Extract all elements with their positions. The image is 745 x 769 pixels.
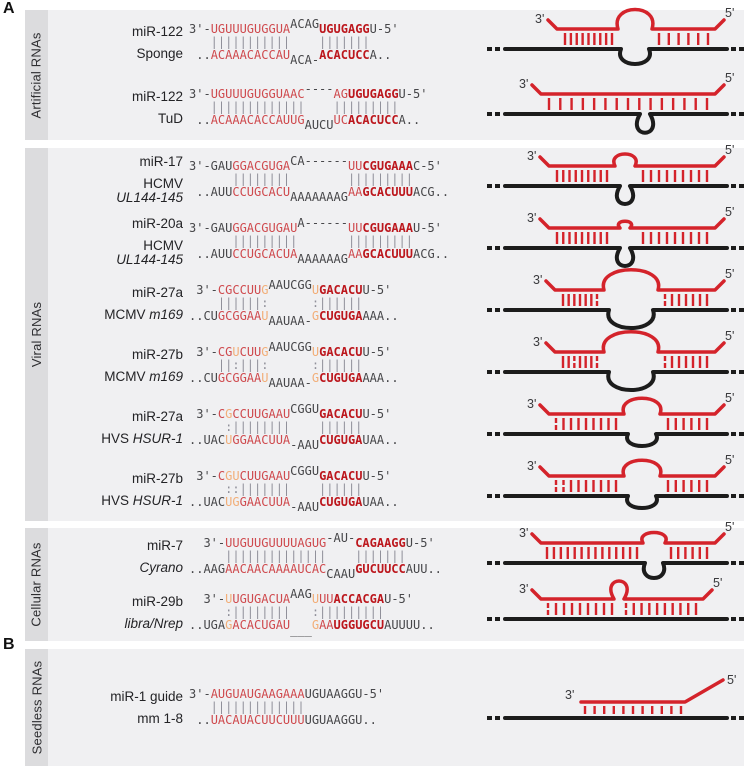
target-name: HCMV UL144-145: [116, 237, 183, 267]
mirna-line: [532, 581, 712, 599]
duplex-schematic: [485, 454, 745, 520]
mirna-name: miR-122: [131, 24, 183, 39]
rna-continuation-dot: [731, 308, 736, 312]
schematic-container: [485, 392, 745, 463]
rna-continuation-dot: [495, 47, 500, 51]
target-rna-line: [505, 434, 727, 446]
five-prime-label: 5': [713, 576, 723, 590]
guide-strand-sequence: 3'-UUGUUGUUUUAGUG-AU-CAGAAGGU-5': [189, 530, 435, 550]
section-seedless-rnas: [25, 649, 744, 766]
three-prime-label: 3': [527, 210, 537, 225]
target-name: HVS HSUR-1: [101, 430, 183, 446]
rna-continuation-dot: [739, 112, 744, 116]
alignment-row-mir-29b: [48, 576, 744, 640]
target-name: HCMV UL144-145: [116, 175, 183, 205]
rna-continuation-dot: [739, 246, 744, 250]
five-prime-label: 5': [725, 143, 735, 157]
section-artificial-rnas: [25, 7, 744, 140]
rna-continuation-dot: [739, 716, 744, 720]
sequence-alignment: [189, 17, 479, 67]
guide-strand-sequence: 3'-UUGUGACUAAAGUUUACCACGAU-5': [189, 586, 414, 606]
alignment-row-mir-20a: [48, 205, 744, 272]
duplex-schematic: [485, 330, 745, 396]
section-label: Cellular RNAs: [29, 542, 45, 627]
rna-continuation-dot: [731, 184, 736, 188]
sequence-alignment: [189, 463, 479, 514]
section-rows: [48, 649, 744, 769]
mirna-line: [546, 269, 724, 289]
section-viral-rnas: [25, 143, 744, 521]
schematic-container: [485, 72, 745, 143]
target-rna-line: [505, 310, 727, 328]
sequence-alignment: [189, 82, 479, 132]
rna-continuation-dot: [739, 617, 744, 621]
rna-continuation-dot: [495, 370, 500, 374]
rna-continuation-dot: [731, 432, 736, 436]
rna-continuation-dot: [731, 370, 736, 374]
rna-continuation-dot: [731, 617, 736, 621]
mirna-name: miR-27b: [131, 346, 183, 362]
row-labels: [48, 689, 189, 726]
mirna-line: [532, 85, 724, 94]
target-name: HVS HSUR-1: [101, 492, 183, 508]
target-site-sequence: ..UACUGGAACUUA-AAUCUGUGAUAA..: [189, 494, 399, 514]
schematic-container: [485, 206, 745, 277]
rna-continuation-dot: [495, 617, 500, 621]
three-prime-label: 3': [527, 396, 537, 411]
row-labels: [48, 216, 189, 267]
sequence-alignment: [189, 339, 479, 390]
mirna-name: miR-29b: [131, 593, 183, 609]
target-rna-line: [505, 496, 727, 508]
target-site-sequence: ..CUGCGGAAUAAUAA-GCUGUGAAAA..: [189, 308, 399, 328]
section-label: Artificial RNAs: [29, 31, 45, 119]
five-prime-label: 5': [725, 72, 735, 85]
schematic-container: [485, 577, 745, 648]
target-site-sequence: ..AAGAACAACAAAAUCACCAAUGUCUUCCAUU..: [189, 561, 442, 581]
alignment-row-mir-27a: [48, 391, 744, 458]
mirna-line: [540, 219, 724, 228]
mirna-line: [540, 398, 724, 414]
target-name: MCMV m169: [104, 368, 183, 384]
mirna-name: miR-27a: [131, 284, 183, 300]
rna-continuation-dot: [487, 308, 492, 312]
rna-continuation-dot: [487, 370, 492, 374]
pairing-symbols: |||||||||||||| |||||||: [189, 548, 406, 563]
five-prime-label: 5': [725, 520, 735, 534]
rna-continuation-dot: [739, 47, 744, 51]
alignment-row-mir-17: [48, 143, 744, 210]
guide-strand-sequence: 3'-GAUGGACGUGACA------UUCGUGAAAC-5': [189, 153, 442, 173]
five-prime-label: 5': [725, 391, 735, 405]
three-prime-label: 3': [519, 77, 529, 91]
guide-strand-sequence: 3'-UGUUUGUGGUAAC----AGUGUGAGGU-5': [189, 82, 428, 101]
duplex-schematic: [485, 268, 745, 334]
alignment-row-mir-27b: [48, 453, 744, 520]
mirna-line: [540, 460, 724, 476]
row-labels: [48, 471, 189, 508]
section-cellular-rnas: [25, 520, 744, 641]
sequence-alignment: [189, 277, 479, 328]
schematic-container: [485, 672, 745, 743]
mirna-line: [548, 10, 724, 30]
target-rna-line: [505, 114, 727, 133]
section-label: Seedless RNAs: [29, 660, 45, 755]
three-prime-label: 3': [519, 525, 529, 540]
rna-continuation-dot: [487, 716, 492, 720]
five-prime-label: 5': [727, 672, 737, 687]
rna-continuation-dot: [739, 370, 744, 374]
schematic-container: [485, 144, 745, 215]
schematic-container: [485, 268, 745, 339]
three-prime-label: 3': [527, 148, 537, 163]
target-rna-line: [505, 563, 727, 578]
five-prime-label: 5': [725, 453, 735, 467]
guide-strand-sequence: 3'-AUGUAUGAAGAAAUGUAAGGU-5': [189, 686, 385, 701]
schematic-container: [485, 7, 745, 78]
pairing-symbols: :|||||||| ||||||: [189, 419, 363, 434]
pairing-symbols: ||||||: :||||||: [189, 295, 363, 310]
sequence-alignment: [189, 586, 479, 637]
section-rows: [48, 143, 744, 521]
sequence-alignment: [189, 401, 479, 452]
row-labels: [48, 24, 189, 61]
rna-continuation-dot: [495, 184, 500, 188]
rna-continuation-dot: [487, 617, 492, 621]
mirna-name: miR-122: [131, 89, 183, 104]
row-labels: [48, 538, 189, 575]
pairing-symbols: ||||||||| |||||||||: [189, 233, 413, 248]
three-prime-label: 3': [535, 12, 545, 26]
guide-strand-sequence: 3'-CGUCUUGAAUCGGUGACACUU-5': [189, 463, 392, 483]
target-rna-line: [505, 372, 727, 390]
section-sidebar: [25, 148, 48, 521]
target-rna-line: [505, 186, 727, 204]
pairing-symbols: ||:|||: :||||||: [189, 357, 363, 372]
rna-continuation-dot: [487, 432, 492, 436]
section-rows: [48, 7, 744, 140]
alignment-row-mir-122: [48, 72, 744, 140]
five-prime-label: 5': [725, 7, 735, 20]
three-prime-label: 3': [533, 334, 543, 349]
mirna-name: miR-7: [147, 537, 183, 553]
panel-a-label: A: [3, 0, 15, 17]
three-prime-label: 3': [533, 272, 543, 287]
target-name: Cyrano: [139, 559, 183, 575]
pairing-symbols: |||||||||||||: [189, 699, 305, 714]
duplex-schematic: [485, 7, 745, 73]
rna-continuation-dot: [731, 112, 736, 116]
target-name: TuD: [157, 111, 183, 126]
alignment-row-mir-27a: [48, 267, 744, 334]
mirna-name: miR-20a: [131, 215, 183, 231]
rna-continuation-dot: [495, 494, 500, 498]
mirna-line: [532, 532, 724, 543]
mirna-line: [540, 154, 724, 166]
section-sidebar: [25, 528, 48, 641]
target-name: Sponge: [136, 46, 183, 61]
target-site-sequence: ..ACAAACACCAUUGAUCUUCACACUCCA..: [189, 113, 421, 132]
row-labels: [48, 409, 189, 446]
target-site-sequence: ..UACUGGAACUUA-AAUCUGUGAUAA..: [189, 432, 399, 452]
rna-continuation-dot: [487, 246, 492, 250]
panel-b-label: B: [3, 636, 15, 653]
target-rna-line: [505, 49, 727, 64]
section-sidebar: [25, 649, 48, 766]
rna-continuation-dot: [739, 184, 744, 188]
schematic-container: [485, 330, 745, 401]
rna-continuation-dot: [495, 112, 500, 116]
pairing-symbols: ||||||||||| |||||||: [189, 35, 370, 49]
rna-continuation-dot: [495, 716, 500, 720]
five-prime-label: 5': [725, 205, 735, 219]
target-site-sequence: ..CUGCGGAAUAAUAA-GCUGUGAAAA..: [189, 370, 399, 390]
rna-continuation-dot: [487, 47, 492, 51]
rna-continuation-dot: [731, 494, 736, 498]
rna-continuation-dot: [487, 494, 492, 498]
alignment-row-mir-1-guide: [48, 657, 744, 757]
row-labels: [48, 89, 189, 126]
rna-continuation-dot: [731, 716, 736, 720]
section-rows: [48, 520, 744, 641]
rna-continuation-dot: [731, 561, 736, 565]
target-site-sequence: ..UACAUACUUCUUUUGUAAGGU..: [189, 712, 377, 727]
rna-continuation-dot: [495, 432, 500, 436]
rna-continuation-dot: [487, 184, 492, 188]
section-label: Viral RNAs: [29, 301, 44, 368]
rna-continuation-dot: [495, 561, 500, 565]
duplex-schematic: [485, 672, 745, 738]
target-site-sequence: ..AUUCCUGCACUAAAAAAAGAAGCACUUUACG..: [189, 184, 450, 204]
rna-continuation-dot: [731, 47, 736, 51]
rna-continuation-dot: [487, 561, 492, 565]
rna-continuation-dot: [487, 112, 492, 116]
alignment-row-mir-122: [48, 7, 744, 75]
target-name: libra/Nrep: [124, 615, 183, 631]
row-labels: [48, 347, 189, 384]
five-prime-label: 5': [725, 267, 735, 281]
three-prime-label: 3': [519, 581, 529, 596]
target-site-sequence: ..AUUCCUGCACUAAAAAAAGAAGCACUUUACG..: [189, 246, 450, 266]
mirna-line: [581, 680, 723, 702]
schematic-container: [485, 454, 745, 525]
three-prime-label: 3': [565, 687, 575, 702]
target-name: MCMV m169: [104, 306, 183, 322]
row-labels: [48, 594, 189, 631]
mirna-name: miR-27a: [131, 408, 183, 424]
alignment-row-mir-27b: [48, 329, 744, 396]
pairing-symbols: :|||||||| :|||||||||: [189, 604, 385, 619]
mirna-name: miR-1 guide: [110, 688, 183, 704]
duplex-schematic: [485, 144, 745, 210]
guide-strand-sequence: 3'-CGCCUUGAAUCGGUGACACUU-5': [189, 277, 392, 297]
row-labels: [48, 154, 189, 205]
guide-strand-sequence: 3'-GAUGGACGUGAUA------UUCGUGAAAU-5': [189, 215, 442, 235]
guide-strand-sequence: 3'-UGUUUGUGGUAACAGUGUGAGGU-5': [189, 17, 399, 36]
sequence-alignment: [189, 688, 479, 727]
pairing-symbols: ::||||||| ||||||: [189, 481, 363, 496]
pairing-symbols: ||||||||||||| |||||||||: [189, 100, 399, 114]
duplex-schematic: [485, 206, 745, 272]
mirna-name: miR-17: [139, 153, 183, 169]
sequence-alignment: [189, 215, 479, 266]
rna-continuation-dot: [739, 561, 744, 565]
rna-continuation-dot: [739, 494, 744, 498]
five-prime-label: 5': [725, 329, 735, 343]
section-sidebar: [25, 10, 48, 140]
target-rna-line: [505, 248, 727, 266]
rna-continuation-dot: [495, 246, 500, 250]
rna-continuation-dot: [495, 308, 500, 312]
target-site-sequence: ..UGAGACACUGAU___GAAUGGUGCUAUUUU..: [189, 617, 435, 637]
duplex-schematic: [485, 392, 745, 458]
three-prime-label: 3': [527, 458, 537, 473]
guide-strand-sequence: 3'-CGUCUUGAAUCGGUGACACUU-5': [189, 339, 392, 359]
rna-continuation-dot: [731, 246, 736, 250]
mirna-name: miR-27b: [131, 470, 183, 486]
row-labels: [48, 285, 189, 322]
rna-continuation-dot: [739, 432, 744, 436]
duplex-schematic: [485, 577, 745, 643]
pairing-symbols: |||||||| |||||||||: [189, 171, 413, 186]
mirna-line: [546, 331, 724, 351]
rna-continuation-dot: [739, 308, 744, 312]
sequence-alignment: [189, 153, 479, 204]
sequence-alignment: [189, 530, 479, 581]
guide-strand-sequence: 3'-CGCCUUGAAUCGGUGACACUU-5': [189, 401, 392, 421]
target-name: mm 1-8: [137, 710, 183, 726]
duplex-schematic: [485, 72, 745, 138]
target-site-sequence: ..ACAAACACCAUACA-ACACUCCA..: [189, 48, 392, 67]
